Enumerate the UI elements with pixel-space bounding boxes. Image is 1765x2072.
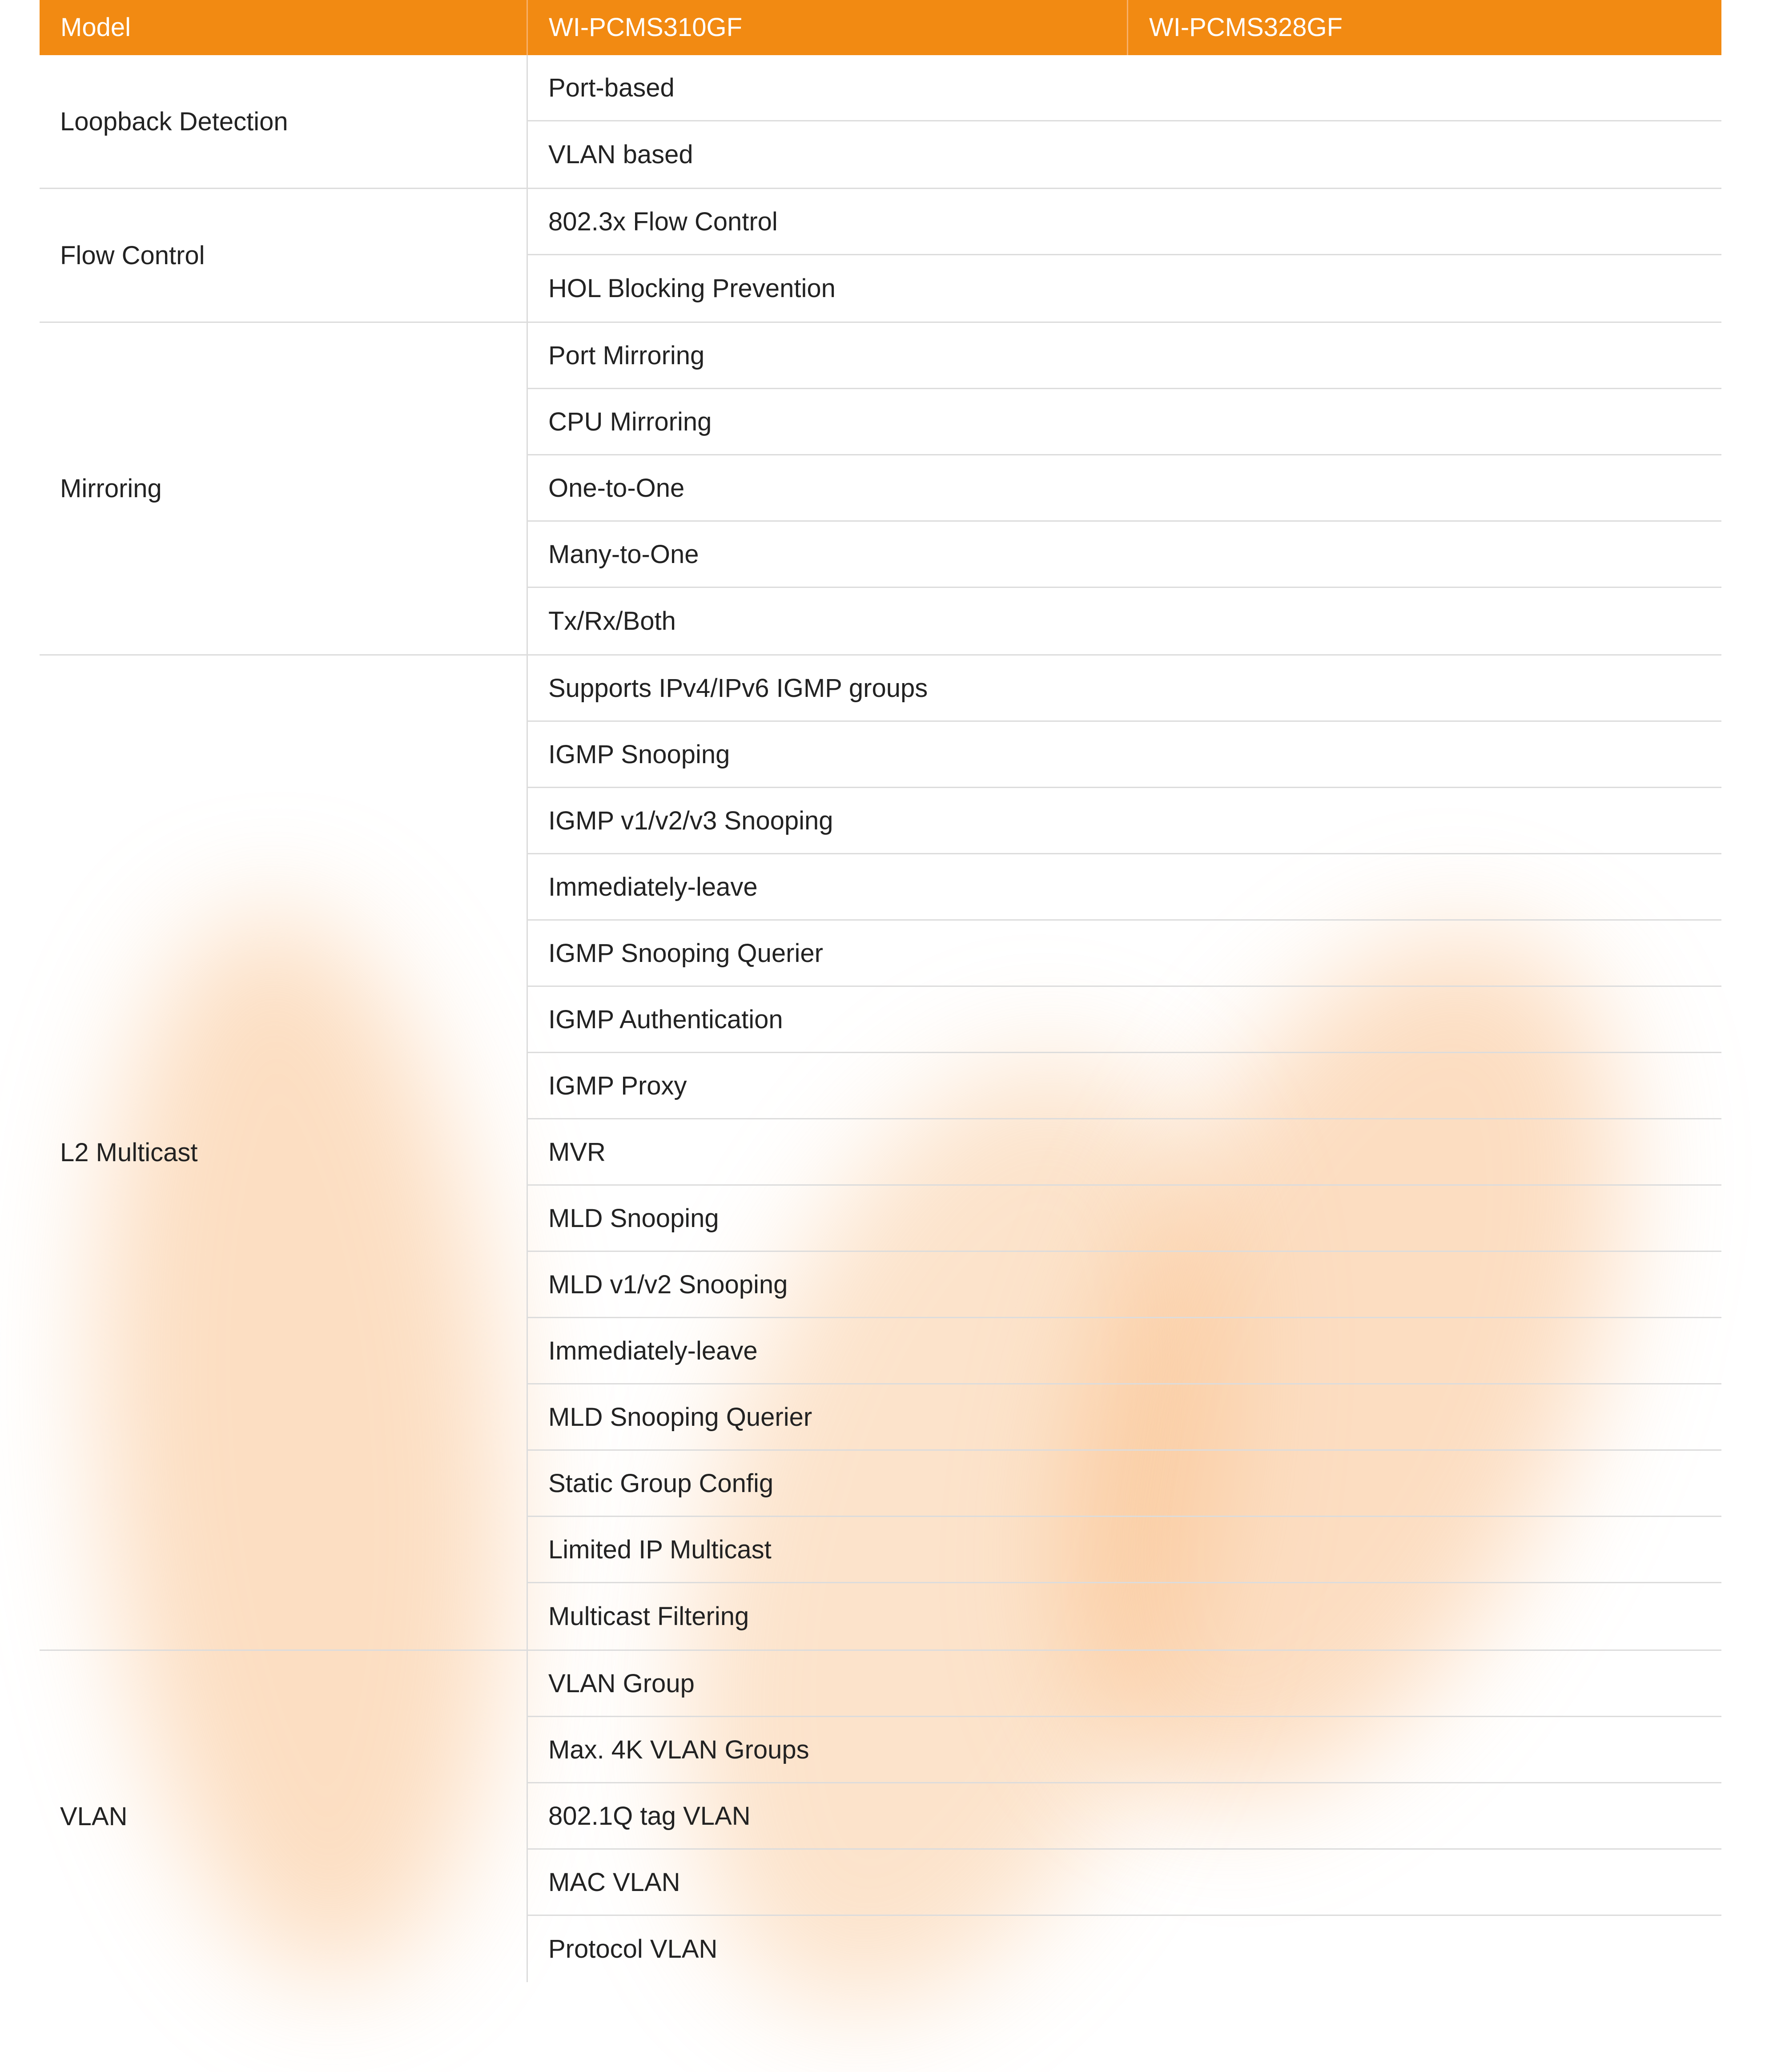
feature-item: Supports IPv4/IPv6 IGMP groups bbox=[528, 656, 1721, 722]
feature-item: Immediately-leave bbox=[528, 854, 1721, 921]
feature-item: MAC VLAN bbox=[528, 1850, 1721, 1916]
feature-item: VLAN based bbox=[548, 140, 693, 169]
feature-item: IGMP Proxy bbox=[528, 1053, 1721, 1119]
group-label: Loopback Detection bbox=[60, 107, 288, 136]
feature-item: Static Group Config bbox=[528, 1451, 1721, 1517]
feature-item: HOL Blocking Prevention bbox=[548, 274, 836, 303]
feature-item: IGMP Snooping bbox=[528, 722, 1721, 788]
feature-item: MLD Snooping bbox=[528, 1186, 1721, 1252]
feature-item: Immediately-leave bbox=[528, 1318, 1721, 1384]
feature-item: Port Mirroring bbox=[528, 323, 1721, 389]
feature-list bbox=[527, 323, 1721, 654]
group-label: Flow Control bbox=[60, 241, 205, 270]
table-header bbox=[40, 0, 1721, 55]
header-model-label: Model bbox=[60, 13, 131, 42]
spec-table bbox=[40, 0, 1721, 1982]
group-vlan bbox=[40, 1651, 1721, 1982]
group-flow-control bbox=[40, 189, 1721, 323]
feature-item: Multicast Filtering bbox=[548, 1602, 749, 1631]
feature-item: 802.1Q tag VLAN bbox=[528, 1783, 1721, 1850]
feature-list bbox=[527, 189, 1721, 322]
feature-item: 802.3x Flow Control bbox=[528, 189, 1721, 255]
feature-list bbox=[527, 55, 1721, 188]
feature-item: Protocol VLAN bbox=[548, 1935, 718, 1963]
feature-item: Port-based bbox=[528, 55, 1721, 121]
feature-item: Tx/Rx/Both bbox=[548, 607, 676, 636]
feature-item: MLD Snooping Querier bbox=[528, 1384, 1721, 1451]
feature-item: MLD v1/v2 Snooping bbox=[528, 1252, 1721, 1318]
header-model-1: WI-PCMS310GF bbox=[527, 0, 1127, 55]
feature-item: One-to-One bbox=[528, 455, 1721, 522]
group-label: L2 Multicast bbox=[60, 1138, 198, 1167]
feature-item: IGMP v1/v2/v3 Snooping bbox=[528, 788, 1721, 854]
group-mirroring bbox=[40, 323, 1721, 656]
group-loopback-detection bbox=[40, 55, 1721, 189]
header-model-2: WI-PCMS328GF bbox=[1127, 0, 1721, 55]
group-l2-multicast bbox=[40, 656, 1721, 1651]
feature-item: CPU Mirroring bbox=[528, 389, 1721, 455]
group-label: VLAN bbox=[60, 1802, 128, 1831]
group-label: Mirroring bbox=[60, 474, 162, 503]
feature-list bbox=[527, 1651, 1721, 1982]
feature-item: Many-to-One bbox=[528, 522, 1721, 588]
feature-item: Limited IP Multicast bbox=[528, 1517, 1721, 1583]
feature-item: Max. 4K VLAN Groups bbox=[528, 1717, 1721, 1783]
feature-item: IGMP Authentication bbox=[528, 987, 1721, 1053]
feature-item: IGMP Snooping Querier bbox=[528, 921, 1721, 987]
feature-item: VLAN Group bbox=[528, 1651, 1721, 1717]
feature-list bbox=[527, 656, 1721, 1650]
feature-item: MVR bbox=[528, 1119, 1721, 1186]
